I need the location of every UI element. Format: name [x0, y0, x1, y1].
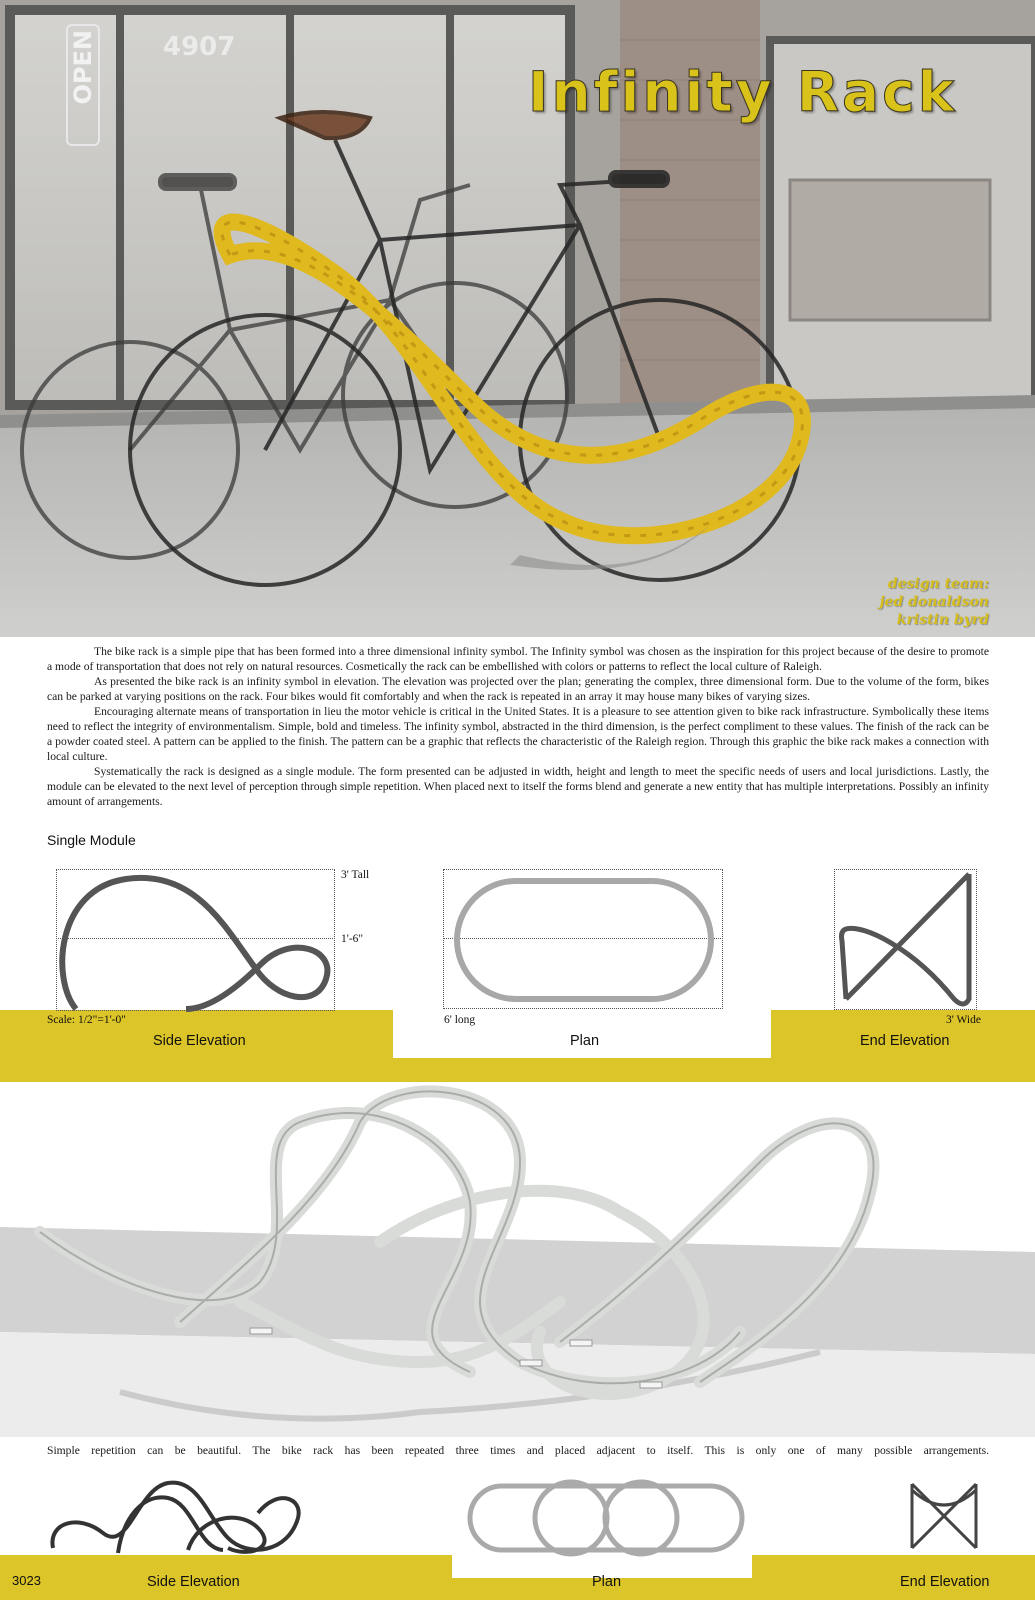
design-team-heading: design team: — [887, 576, 989, 592]
length-dimension: 6' long — [444, 1014, 476, 1026]
repeated-side-elevation-drawing — [48, 1478, 308, 1558]
repeated-end-elevation-drawing — [908, 1480, 980, 1552]
band-mid-bottom — [393, 1058, 771, 1082]
description-paragraph: Encouraging alternate means of transportation in lieu the motor vehicle is critical in the United States. It is a pleasure to see attention given to bike rack infrastructure. Symbolically these items need to reflect the integrity of environmentalism. Simple, bold and timeless. The infinity symbol, abstracted in the third dimension, is the perfect compliment to these values. The finish of the rack can be a powder coated steel. A pattern can be applied to the finish. The pattern can be a graphic that reflects the characteristic of the Raleigh region. Through this graphic the bike rack makes a connection with local culture. — [47, 705, 989, 763]
description-paragraph: The bike rack is a simple pipe that has been formed into a three dimensional infinity symbol. The Infinity symbol was chosen as the inspiration for this project because of the desire to promote a mode of transportation that does not rely on natural resources. Cosmetically the rack can be embellished with colors or patterns to reflect the local culture of Raleigh. — [47, 645, 989, 673]
repeated-plan-label: Plan — [592, 1574, 622, 1590]
repeated-side-elevation-label: Side Elevation — [147, 1574, 240, 1590]
project-description — [47, 644, 989, 809]
team-member: jed donaldson — [879, 594, 989, 610]
page-title: Infinity Rack — [528, 60, 958, 124]
team-member: kristin byrd — [896, 612, 989, 628]
end-elevation-drawing — [834, 869, 979, 1011]
open-sign — [66, 24, 100, 146]
width-dimension: 3' Wide — [946, 1014, 981, 1026]
plan-label: Plan — [570, 1033, 600, 1049]
bottom-band-right — [752, 1555, 1035, 1600]
repeated-plan-drawing — [466, 1478, 746, 1558]
design-team — [879, 575, 989, 629]
repeated-rack-render — [0, 1082, 1035, 1437]
height-dimension: 3' Tall — [341, 869, 370, 881]
side-elevation-drawing — [56, 869, 338, 1014]
page-number: 3023 — [12, 1573, 41, 1588]
mid-dimension: 1'-6" — [341, 933, 364, 945]
end-elevation-label: End Elevation — [860, 1033, 950, 1049]
scale-note: Scale: 1/2"=1'-0" — [47, 1014, 126, 1026]
open-sign-text: OPEN — [69, 30, 97, 105]
street-number: 4907 — [163, 32, 236, 62]
side-elevation-label: Side Elevation — [153, 1033, 246, 1049]
repeated-end-elevation-label: End Elevation — [900, 1574, 990, 1590]
description-paragraph: Systematically the rack is designed as a single module. The form presented can be adjusted in width, height and length to meet the specific needs of users and local jurisdictions. Lastly, the module can be elevated to the next level of perception through simple repetition. When placed next to itself the forms blend and generate a new entity that has multiple interpretations. Possibly an infinity amount of arrangements. — [47, 765, 989, 808]
description-paragraph: As presented the bike rack is an infinity symbol in elevation. The elevation was projected over the plan; generating the complex, three dimensional form. Due to the volume of the form, bikes can be parked at varying positions on the rack. Four bikes would fit comfortably and when the rack is repeated in an array it may house many bikes of varying sizes. — [47, 675, 989, 703]
single-module-title: Single Module — [47, 832, 136, 848]
repetition-text: Simple repetition can be beautiful. The bike rack has been repeated three times and placed adjacent to itself. This is only one of many possible arrangements. — [47, 1444, 989, 1457]
plan-drawing — [443, 869, 725, 1011]
hero-photo — [0, 0, 1035, 637]
